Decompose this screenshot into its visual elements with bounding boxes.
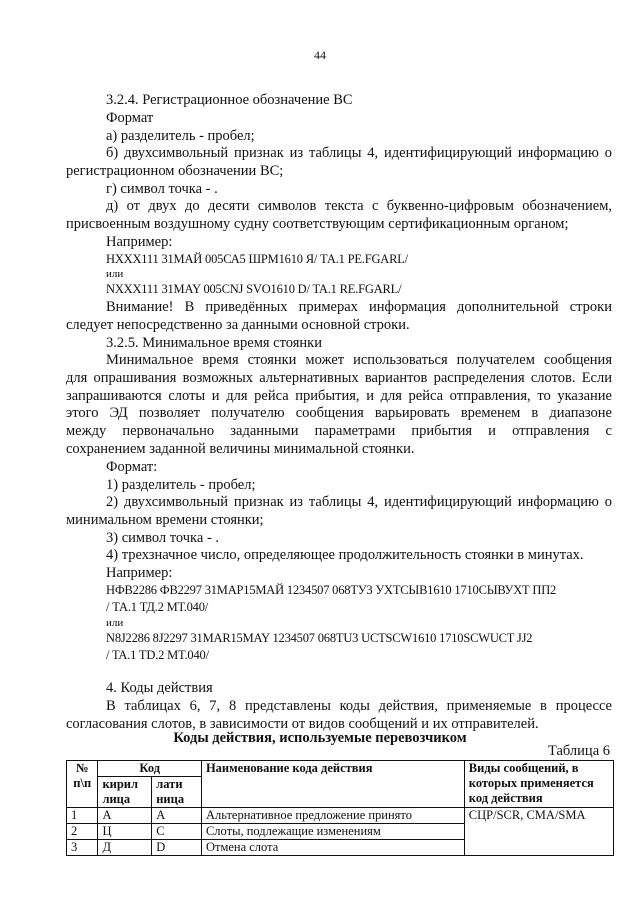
example-cyrillic: НФВ2286 ФВ2297 31МАР15МАЙ 1234507 068ТУ3 УХТСЫВ1610 1710СЫВУХТ ПП2 <box>106 583 557 597</box>
example-latin: N8J2286 8J2297 31MAR15MAY 1234507 068TU3 UCTSCW1610 1710SCWUCT JJ2 <box>106 631 533 645</box>
header-latin-line2: ница <box>156 792 185 806</box>
row-number: 2 <box>67 824 98 840</box>
table-label: Таблица 6 <box>547 743 610 759</box>
row-latin: D <box>152 840 202 856</box>
format-item-d: д) от двух до десяти символов текста с буквенно-цифровым обозначением, <box>106 198 612 214</box>
header-cyrillic-line2: лица <box>102 792 131 806</box>
header-code: Код <box>98 761 202 777</box>
example-label: Например: <box>106 565 173 581</box>
section-heading-3-2-4: 3.2.4. Регистрационное обозначение ВС <box>106 92 353 108</box>
format-item-3: 3) символ точка - . <box>106 530 220 546</box>
table-header-row <box>67 761 614 777</box>
row-cyrillic: А <box>98 808 152 824</box>
paragraph-line: между первоначально заданными параметрами прибытия и отправления с <box>66 423 612 439</box>
row-latin: C <box>152 824 202 840</box>
row-number: 1 <box>67 808 98 824</box>
example-label: Например: <box>106 234 173 250</box>
action-codes-table <box>66 760 614 856</box>
row-number: 3 <box>67 840 98 856</box>
or-label: или <box>106 268 124 280</box>
header-latin-line1: лати <box>156 777 183 791</box>
note-text: Внимание! В приведённых примерах информация дополнительной строки <box>106 299 612 315</box>
format-item-b-cont: регистрационном обозначении ВС; <box>66 163 284 179</box>
note-text-cont: следует непосредственно за данными основной строки. <box>66 317 410 333</box>
section-heading-3-2-5: 3.2.5. Минимальное время стоянки <box>106 335 322 351</box>
header-number-line1: № <box>75 761 89 775</box>
format-item-1: 1) разделитель - пробел; <box>106 477 256 493</box>
format-label: Формат <box>106 110 154 126</box>
or-label: или <box>106 617 124 629</box>
row-message-types: СЦР/SCR, СМА/SMA <box>464 808 613 856</box>
format-item-d-cont: присвоенным воздушному судну соответствующим сертификационным органом; <box>66 216 569 232</box>
header-number-line2: п\п <box>73 776 92 790</box>
section-heading-4: 4. Коды действия <box>106 680 213 696</box>
format-label: Формат: <box>106 459 158 475</box>
header-types-line2: которых применяется <box>468 776 594 790</box>
row-name: Альтернативное предложение принято <box>201 808 464 824</box>
paragraph-line: В таблицах 6, 7, 8 представлены коды действия, применяемые в процессе <box>106 698 612 714</box>
header-cyrillic-line1: кирил <box>102 777 139 791</box>
row-name: Отмена слота <box>201 840 464 856</box>
row-name: Слоты, подлежащие изменениям <box>201 824 464 840</box>
header-types <box>464 761 613 808</box>
paragraph-line: Минимальное время стоянки может использоваться получателем сообщения <box>106 352 612 368</box>
row-cyrillic: Д <box>98 840 152 856</box>
format-item-b: б) двухсимвольный признак из таблицы 4, идентифицирующий информацию о <box>106 145 612 161</box>
header-number <box>67 761 98 808</box>
format-item-a: а) разделитель - пробел; <box>106 128 255 144</box>
format-item-2-cont: минимальном времени стоянки; <box>66 512 264 528</box>
page-number: 44 <box>314 48 326 62</box>
paragraph-line: согласования слотов, в зависимости от видов сообщений и их отправителей. <box>66 716 539 732</box>
example-latin-cont: / TA.1 TD.2 MT.040/ <box>106 648 209 662</box>
header-name: Наименование кода действия <box>201 761 464 808</box>
table-row <box>67 808 614 824</box>
example-cyrillic-cont: / ТА.1 ТД.2 МТ.040/ <box>106 600 209 614</box>
format-item-2: 2) двухсимвольный признак из таблицы 4, идентифицирующий информацию о <box>106 494 612 510</box>
format-item-4: 4) трехзначное число, определяющее продолжительность стоянки в минутах. <box>106 547 584 563</box>
header-types-line3: код действия <box>468 791 543 805</box>
example-latin: NXXX111 31MAY 005CNJ SVO1610 D/ TA.1 RE.FGARL/ <box>106 282 402 296</box>
format-item-g: г) символ точка - . <box>106 181 218 197</box>
paragraph-line: этого ЭД позволяет получателю сообщения варьировать временем в диапазоне <box>66 405 612 421</box>
header-cyrillic <box>98 777 152 808</box>
paragraph-line: для опрашивания возможных альтернативных вариантов распределения слотов. Если <box>66 370 612 386</box>
header-latin <box>152 777 202 808</box>
example-cyrillic: НXXX111 31МАЙ 005СА5 ШРМ1610 Я/ ТА.1 РЕ.FGARL/ <box>106 252 408 266</box>
table-title: Коды действия, используемые перевозчиком <box>173 730 467 746</box>
header-types-line1: Виды сообщений, в <box>468 761 579 775</box>
paragraph-line: сохранением заданной величины минимальной стоянки. <box>66 441 415 457</box>
row-latin: A <box>152 808 202 824</box>
paragraph-line: запрашиваются слоты и для рейса прибытия, и для рейса отправления, то указание <box>66 388 612 404</box>
row-cyrillic: Ц <box>98 824 152 840</box>
